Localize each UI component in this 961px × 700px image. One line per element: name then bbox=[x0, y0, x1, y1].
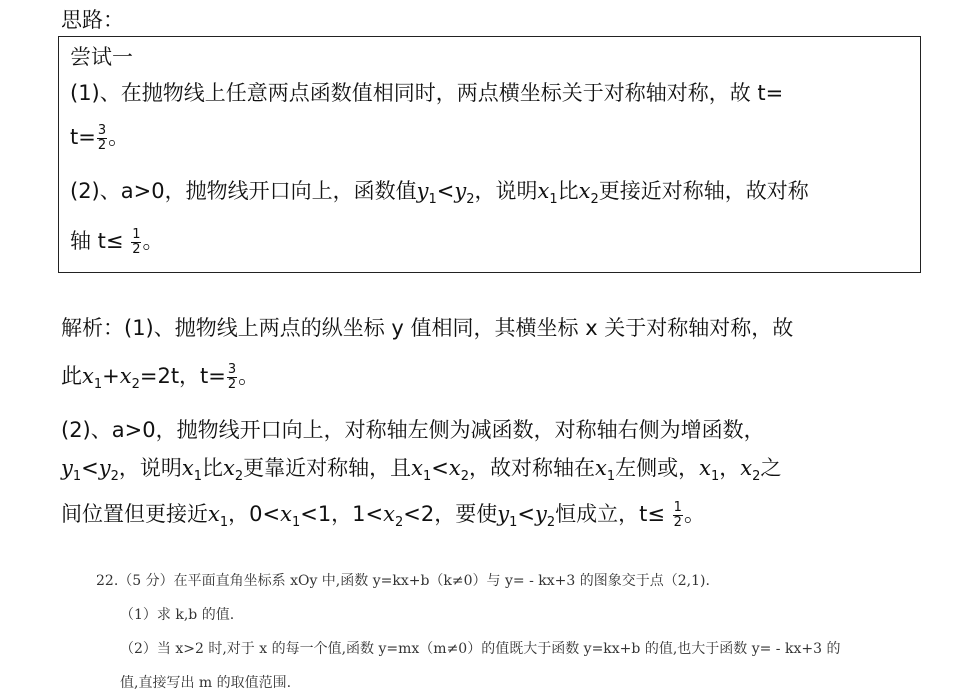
attempt-p3: 轴 t≤ $\frac{1}{2}$ 。 bbox=[70, 226, 164, 257]
analysis-line-5: 间位置但更接近$x_1$，$0<x_1<1$，$1<x_2<2$，要使$y_1<y_2$恒成立，t≤ $\frac{1}{2}$ 。 bbox=[61, 499, 705, 531]
question-line-4: 值,直接写出 m 的取值范围. bbox=[120, 675, 292, 691]
attempt-p1-cont: t= $\frac{3}{2}$ 。 bbox=[70, 122, 130, 153]
analysis-line-4: $y_1<y_2$，说明$x_1$比$x_2$更靠近对称轴，且$x_1<x_2$，故对称轴在$x_1$左侧或，$x_1$，$x_2$之 bbox=[61, 456, 782, 485]
analysis-line-1: 解析：(1)、抛物线上两点的纵坐标 y 值相同，其横坐标 x 关于对称轴对称，故 bbox=[61, 316, 794, 340]
analysis-line-2: 此$x_1+x_2=2t$，t= $\frac{3}{2}$ 。 bbox=[61, 361, 260, 393]
fraction: $\frac{3}{2}$ bbox=[227, 361, 237, 392]
attempt-box bbox=[58, 36, 921, 273]
attempt-p2: (2)、a>0，抛物线开口向上，函数值$y_1<y_2$，说明$x_1$比$x_2$更接近对称轴，故对称 bbox=[70, 179, 809, 208]
heading: 思路： bbox=[61, 8, 124, 32]
question-line-2: （1）求 k,b 的值. bbox=[120, 607, 235, 623]
fraction: $\frac{3}{2}$ bbox=[97, 122, 107, 153]
question-line-3: （2）当 x>2 时,对于 x 的每一个值,函数 y=mx（m≠0）的值既大于函数 y=kx+b 的值,也大于函数 y= - kx+3 的 bbox=[120, 641, 841, 657]
fraction: $\frac{1}{2}$ bbox=[132, 226, 141, 257]
attempt-title: 尝试一 bbox=[70, 45, 133, 69]
attempt-p1: (1)、在抛物线上任意两点函数值相同时，两点横坐标关于对称轴对称，故 t= bbox=[70, 81, 784, 105]
analysis-line-3: (2)、a>0，抛物线开口向上，对称轴左侧为减函数，对称轴右侧为增函数， bbox=[61, 418, 765, 442]
question-line-1: 22.（5 分）在平面直角坐标系 xOy 中,函数 y=kx+b（k≠0）与 y= - kx+3 的图象交于点（2,1). bbox=[96, 573, 710, 589]
fraction: $\frac{1}{2}$ bbox=[673, 499, 682, 530]
